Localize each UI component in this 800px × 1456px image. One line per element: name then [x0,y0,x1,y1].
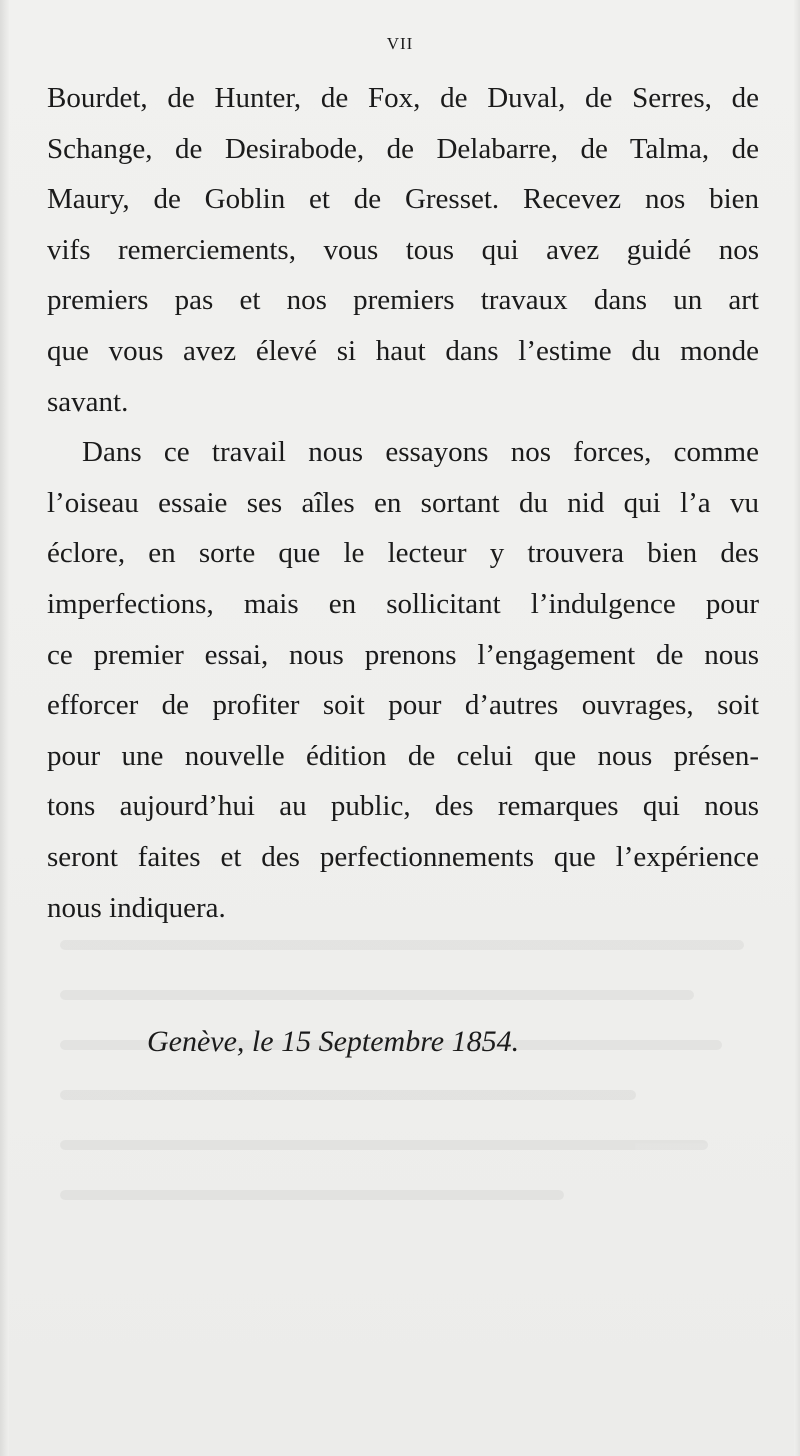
page-number: VII [386,34,414,53]
text-line: Dans ce travail nous essayons nos forces, comme [82,436,759,469]
text-line: l’oiseau essaie ses aîles en sortant du nid qui l’a vu [47,486,759,519]
text-line: premiers pas et nos premiers travaux dans un art [47,284,759,317]
text-line: ce premier essai, nous prenons l’engagement de nous [47,638,759,671]
text-line: savant. [47,385,129,418]
text-line: tons aujourd’hui au public, des remarques qui nous [47,790,759,823]
text-line: que vous avez élevé si haut dans l’estime du monde [47,334,759,367]
paragraph-1 [47,73,759,427]
page-right-edge [794,0,800,1456]
text-line: Schange, de Desirabode, de Delabarre, de Talma, de [47,132,759,165]
paragraph-2 [47,427,759,933]
show-through-texture [60,900,780,1320]
text-line: Maury, de Goblin et de Gresset. Recevez nos bien [47,183,759,216]
page-left-edge [0,0,9,1456]
text-line: vifs remerciements, vous tous qui avez guidé nos [47,233,759,266]
place-date-signature: Genève, le 15 Septembre 1854. [147,1025,520,1058]
text-line: nous indiquera. [47,891,226,924]
text-line: pour une nouvelle édition de celui que nous présen- [47,739,759,772]
text-line: Bourdet, de Hunter, de Fox, de Duval, de Serres, de [47,82,759,114]
text-line: imperfections, mais en sollicitant l’indulgence pour [47,587,759,620]
text-line: éclore, en sorte que le lecteur y trouvera bien des [47,537,759,570]
body-text [47,73,759,933]
text-line: seront faites et des perfectionnements que l’expérience [47,840,759,873]
text-line: efforcer de profiter soit pour d’autres ouvrages, soit [47,689,759,722]
